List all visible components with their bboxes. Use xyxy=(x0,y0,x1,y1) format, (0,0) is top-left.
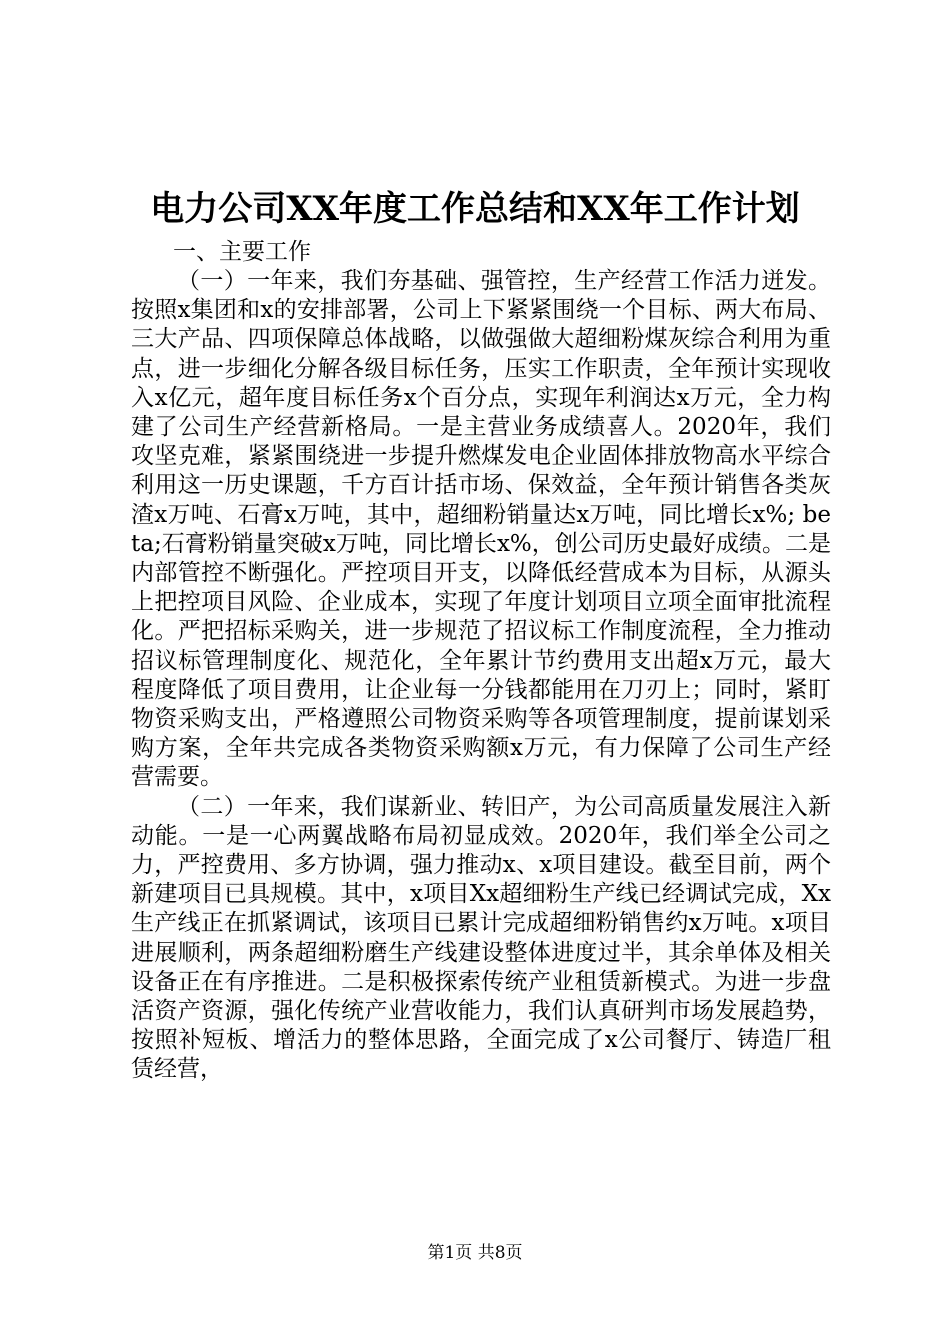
paragraph-1: （一）一年来，我们夯基础、强管控，生产经营工作活力迸发。按照x集团和x的安排部署，公司上下紧紧围绕一个目标、两大布局、三大产品、四项保障总体战略，以做强做大超细粉煤灰综合利用为重点，进一步细化分解各级目标任务，压实工作职责，全年预计实现收入x亿元，超年度目标任务x个百分点，实现年利润达x万元，全力构建了公司生产经营新格局。一是主营业务成绩喜人。2020年，我们攻坚克难，紧紧围绕进一步提升燃煤发电企业固体排放物高水平综合利用这一历史课题，千方百计括市场、保效益，全年预计销售各类灰渣x万吨、石膏x万吨，其中，超细粉销量达x万吨，同比增长x%; beta;石膏粉销量突破x万吨，同比增长x%，创公司历史最好成绩。二是内部管控不断强化。严控项目开支，以降低经营成本为目标，从源头上把控项目风险、企业成本，实现了年度计划项目立项全面审批流程化。严把招标采购关，进一步规范了招议标工作制度流程，全力推动招议标管理制度化、规范化，全年累计节约费用支出超x万元，最大程度降低了项目费用，让企业每一分钱都能用在刀刃上；同时，紧盯物资采购支出，严格遵照公司物资采购等各项管理制度，提前谋划采购方案，全年共完成各类物资采购额x万元，有力保障了公司生产经营需要。 xyxy=(131,268,831,791)
paragraph-2: （二）一年来，我们谋新业、转旧产，为公司高质量发展注入新动能。一是一心两翼战略布局初显成效。2020年，我们举全公司之力，严控费用、多方协调，强力推动x、x项目建设。截至目前，两个新建项目已具规模。其中，x项目Xx超细粉生产线已经调试完成，Xx生产线正在抓紧调试，该项目已累计完成超细粉销售约x万吨。x项目进展顺利，两条超细粉磨生产线建设整体进度过半，其余单体及相关设备正在有序推进。二是积极探索传统产业租赁新模式。为进一步盘活资产资源，强化传统产业营收能力，我们认真研判市场发展趋势，按照补短板、增活力的整体思路，全面完成了x公司餐厅、铸造厂租赁经营， xyxy=(131,793,831,1083)
section-heading: 一、主要工作 xyxy=(173,239,311,265)
page-number-footer: 第1页 共8页 xyxy=(427,1243,523,1263)
document-title: 电力公司XX年度工作总结和XX年工作计划 xyxy=(150,189,800,229)
document-body xyxy=(131,238,831,1085)
